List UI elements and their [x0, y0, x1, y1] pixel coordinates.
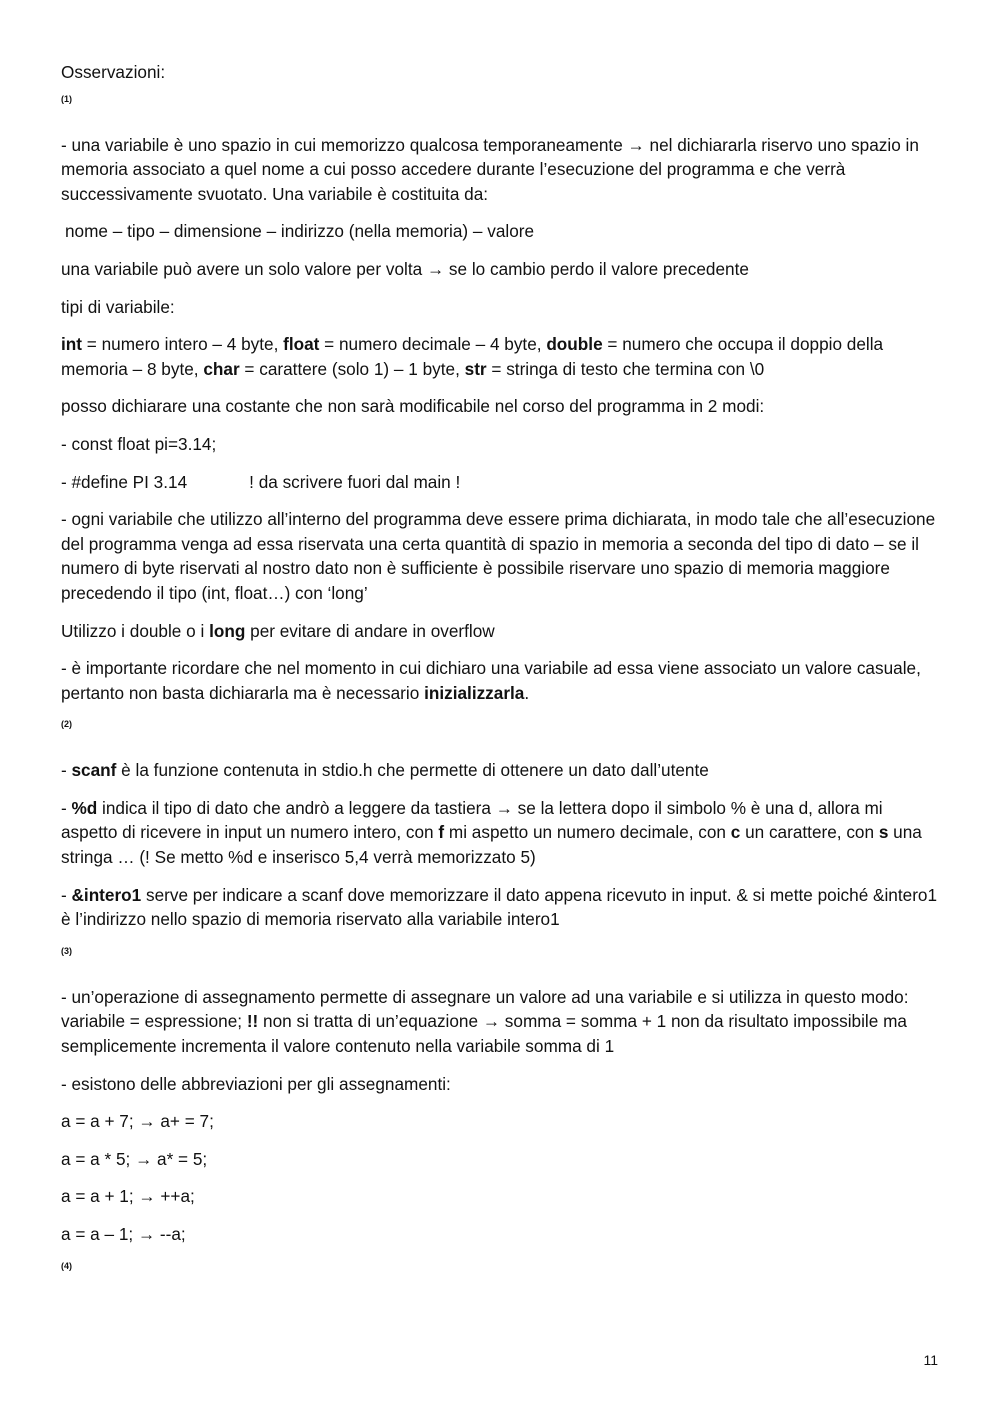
format-specifier-note: [61, 796, 941, 870]
type-int: int: [61, 334, 82, 355]
arrow-icon: →: [482, 1011, 501, 1032]
variable-definition: [61, 133, 941, 207]
type-float: float: [283, 334, 320, 355]
document-page: [61, 60, 941, 1300]
arrow-icon: →: [137, 1224, 156, 1244]
text: a = a * 5;: [61, 1148, 136, 1169]
footnote-marker-4: (4): [61, 1260, 72, 1271]
type-char: char: [203, 358, 240, 379]
types-heading: tipi di variabile:: [61, 296, 175, 317]
text: .: [524, 682, 530, 703]
text: a = a + 7;: [61, 1111, 139, 1132]
text: = numero che occupa il doppio della memoria – 8 byte,: [61, 334, 884, 379]
footnote-marker-1: (1): [61, 93, 72, 104]
scanf-note: [61, 758, 941, 783]
address-note: [61, 883, 941, 932]
text: per evitare di andare in overflow: [245, 620, 495, 641]
type-str: str: [464, 358, 487, 379]
text: ++a;: [155, 1186, 195, 1207]
abbreviation-example: [61, 1184, 941, 1209]
bold-text: scanf: [71, 760, 117, 781]
text: -: [61, 760, 72, 781]
text: --a;: [155, 1224, 186, 1244]
text: a+ = 7;: [155, 1111, 214, 1132]
text: nel dichiararla riservo uno spazio in memoria associato a quel nome a cui posso accedere durante l’esecuzione del programma e che verrà successivamente svuotato. Una variabile è costituita da:: [61, 134, 919, 204]
text: -: [61, 797, 72, 818]
text: Utilizzo i double o i: [61, 620, 210, 641]
bold-text: long: [209, 620, 246, 641]
abbreviation-example: [61, 1222, 941, 1247]
type-double: double: [546, 334, 603, 355]
types-list: [61, 332, 941, 381]
abbreviations-heading: - esistono delle abbreviazioni per gli assegnamenti:: [61, 1073, 451, 1094]
text: una stringa … (! Se metto %d e inserisco 5,4 verrà memorizzato 5): [61, 822, 922, 868]
text: un carattere, con: [740, 822, 879, 843]
text: una variabile può avere un solo valore per volta: [61, 258, 427, 279]
assignment-note: [61, 985, 941, 1059]
bold-text: s: [878, 822, 889, 843]
text: = numero intero – 4 byte,: [82, 334, 284, 355]
text: è la funzione contenuta in stdio.h che permette di ottenere un dato dall’utente: [116, 760, 709, 781]
constants-note: posso dichiarare una costante che non sarà modificabile nel corso del programma in 2 modi:: [61, 396, 765, 417]
abbreviation-example: [61, 1147, 941, 1172]
const-example: - const float pi=3.14;: [61, 433, 217, 454]
initialization-note: [61, 656, 941, 705]
arrow-icon: →: [135, 1148, 153, 1169]
text: = stringa di testo che termina con \0: [486, 358, 765, 379]
section-title: Osservazioni:: [61, 62, 166, 82]
bold-text: %d: [71, 797, 98, 818]
page-number: 11: [923, 1352, 938, 1368]
bold-text: f: [438, 822, 445, 843]
text: non si tratta di un’equazione: [258, 1011, 483, 1032]
text: a* = 5;: [152, 1148, 208, 1169]
bold-text: &intero1: [71, 884, 142, 905]
overflow-note: [61, 619, 941, 644]
arrow-icon: →: [426, 258, 445, 279]
bold-text: c: [730, 822, 741, 843]
text: ! da scrivere fuori dal main !: [249, 471, 461, 492]
text: - un’operazione di assegnamento permette di assegnare un valore ad una variabile e si utilizza in questo modo: variabile = espressione;: [61, 986, 909, 1032]
text: = carattere (solo 1) – 1 byte,: [239, 358, 465, 379]
text: a = a + 1;: [61, 1186, 139, 1207]
text: - è importante ricordare che nel momento in cui dichiaro una variabile ad essa viene associato un valore casuale, pertanto non basta dichiararla ma è necessario: [61, 658, 921, 703]
bold-text: inizializzarla: [424, 682, 525, 703]
footnote-marker-3: (3): [61, 945, 72, 956]
arrow-icon: →: [138, 1111, 156, 1132]
text: - una variabile è uno spazio in cui memorizzo qualcosa temporaneamente: [61, 134, 628, 155]
single-value-note: [61, 257, 941, 282]
variable-attributes: nome – tipo – dimensione – indirizzo (nella memoria) – valore: [65, 221, 535, 242]
arrow-icon: →: [495, 797, 513, 818]
arrow-icon: →: [627, 134, 645, 155]
text: = numero decimale – 4 byte,: [319, 334, 547, 355]
text: - #define PI 3.14: [61, 471, 188, 492]
text: -: [61, 884, 72, 905]
text: a = a – 1;: [61, 1224, 138, 1244]
text: indica il tipo di dato che andrò a leggere da tastiera: [97, 797, 496, 818]
define-example: [61, 470, 941, 495]
bold-text: !!: [246, 1011, 259, 1032]
footnote-marker-2: (2): [61, 719, 72, 730]
text: serve per indicare a scanf dove memorizzare il dato appena ricevuto in input. & si mette poiché &intero1 è l’indirizzo nello spazio di memoria riservato alla variabile intero1: [61, 884, 938, 930]
text: somma = somma + 1 non da risultato impossibile ma semplicemente incrementa il valore contenuto nella variabile somma di 1: [61, 1011, 907, 1057]
text: mi aspetto un numero decimale, con: [444, 822, 731, 843]
text: se lo cambio perdo il valore precedente: [444, 258, 749, 279]
declaration-note: - ogni variabile che utilizzo all’interno del programma deve essere prima dichiarata, in modo tale che all’esecuzione del programma venga ad essa riservata una certa quantità di spazio in memoria a seconda del tipo di dato – se il numero di byte riservati al nostro dato non è sufficiente è possibile riservare uno spazio di memoria maggiore precedendo il tipo (int, float…) con ‘long’: [61, 509, 936, 603]
abbreviation-example: [61, 1109, 941, 1134]
text: se la lettera dopo il simbolo % è una d, allora mi aspetto di ricevere in input un numero intero, con: [61, 797, 883, 843]
arrow-icon: →: [138, 1186, 156, 1207]
